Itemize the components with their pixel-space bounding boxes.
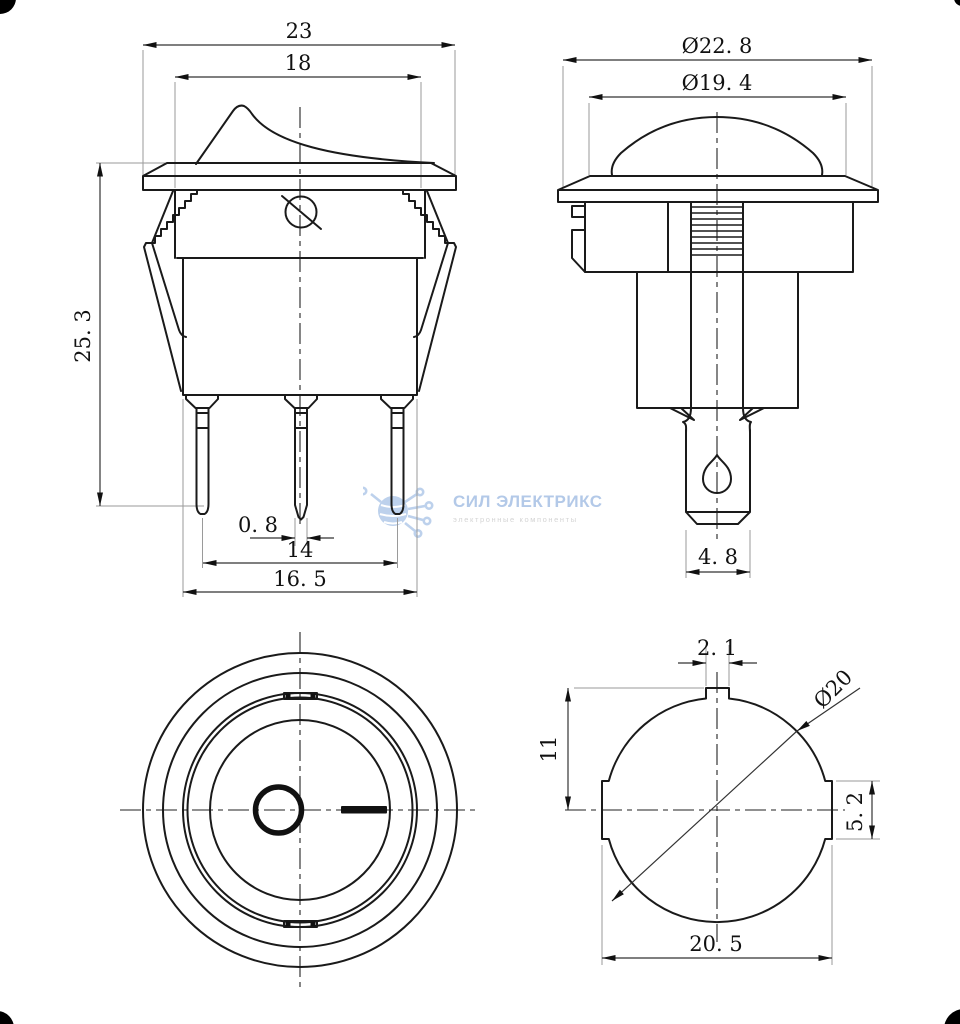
terminal-pin-middle bbox=[285, 395, 317, 520]
watermark-subtitle: электронные компоненты bbox=[453, 515, 578, 524]
dim-cutout-width: 20. 5 bbox=[689, 932, 743, 956]
dim-height: 25. 3 bbox=[71, 309, 95, 363]
side-dimension-lines bbox=[563, 60, 872, 572]
notch-block bbox=[286, 694, 291, 699]
side-flange bbox=[558, 176, 878, 202]
notch-block bbox=[311, 694, 316, 699]
panel-cutout-view bbox=[537, 636, 880, 965]
watermark-title: СИЛ ЭЛЕКТРИКС bbox=[453, 492, 603, 511]
dim-pin-span: 14 bbox=[286, 538, 314, 562]
dim-top-to-center: 11 bbox=[537, 735, 561, 763]
dim-body-width: 16. 5 bbox=[273, 567, 327, 591]
rocker-actuator bbox=[196, 106, 434, 164]
dim-hole-diameter: Ø20 bbox=[809, 665, 858, 714]
notch-block bbox=[311, 922, 316, 927]
dim-terminal-width: 4. 8 bbox=[697, 545, 739, 569]
on-symbol-bar bbox=[341, 806, 387, 814]
side-latch-tab bbox=[572, 206, 585, 272]
dim-overall-width: 23 bbox=[285, 19, 313, 43]
front-view bbox=[71, 19, 456, 597]
screw-slot bbox=[282, 196, 321, 229]
dim-flat-height: 5. 2 bbox=[843, 791, 867, 833]
mounting-clip-left bbox=[144, 190, 197, 391]
notch-block bbox=[286, 922, 291, 927]
cutout-crosshair bbox=[565, 672, 845, 942]
dim-rocker-width: 18 bbox=[284, 51, 312, 75]
mounting-clip-right bbox=[403, 190, 456, 391]
face-view bbox=[120, 632, 480, 988]
dim-bezel-diameter: Ø22. 8 bbox=[681, 34, 753, 58]
dim-pin-thickness: 0. 8 bbox=[237, 513, 279, 537]
side-view bbox=[558, 34, 878, 578]
terminal-pin-left bbox=[186, 395, 218, 514]
terminal-pin-right bbox=[381, 395, 413, 514]
dim-dome-diameter: Ø19. 4 bbox=[681, 71, 753, 95]
dim-key-width: 2. 1 bbox=[696, 636, 738, 660]
faston-blade bbox=[686, 430, 750, 524]
